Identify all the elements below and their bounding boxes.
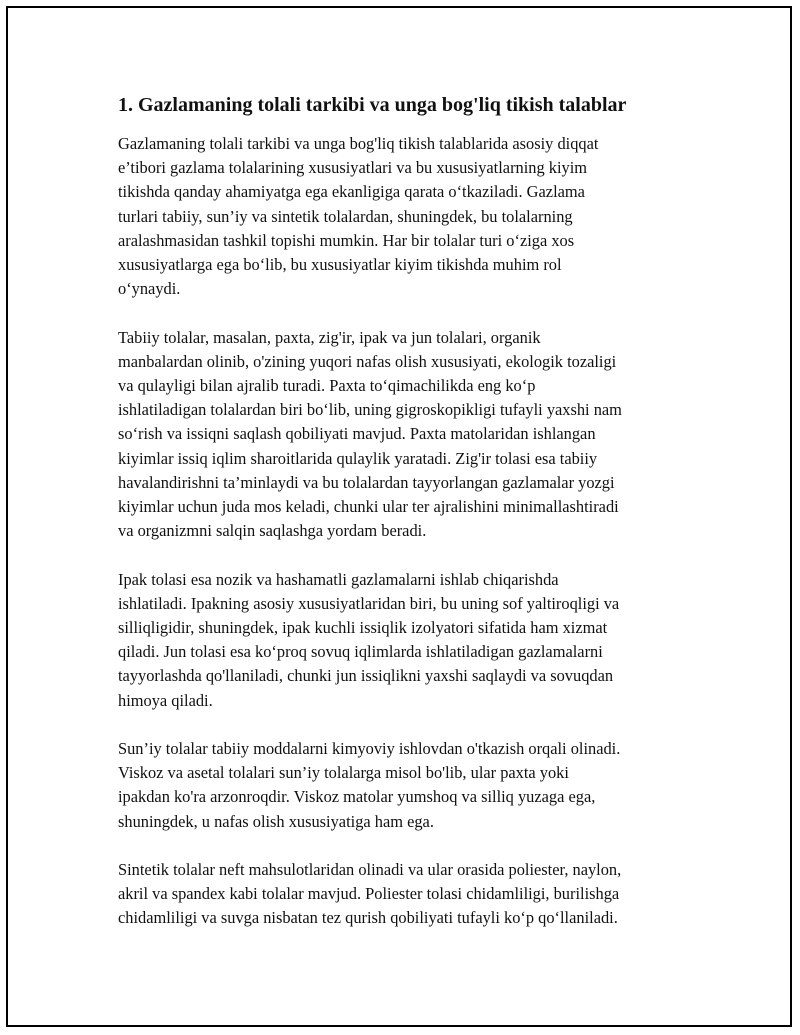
- text-line: Sun’iy tolalar tabiiy moddalarni kimyoviy ishlovdan o'tkazish orqali olinadi.: [118, 739, 621, 759]
- text-line: Gazlamaning tolali tarkibi va unga bog'liq tikish talablarida asosiy diqqat: [118, 134, 599, 153]
- paragraph: [118, 326, 718, 544]
- text-line: Ipak tolasi esa nozik va hashamatli gazlamalarni ishlab chiqarishda: [118, 569, 559, 589]
- text-line: Sintetik tolalar neft mahsulotlaridan olinadi va ular orasida poliester, naylon,: [118, 860, 622, 880]
- text-line: tayyorlashda qo'llaniladi, chunki jun issiqlikni yaxshi saqlaydi va sovuqdan: [118, 666, 614, 686]
- paragraph: [118, 858, 718, 931]
- text-line: chidamliligi va suvga nisbatan tez qurish qobiliyati tufayli ko‘p qo‘llaniladi.: [118, 908, 618, 928]
- paragraph: [118, 568, 718, 713]
- text-line: so‘rish va issiqni saqlash qobiliyati mavjud. Paxta matolaridan ishlangan: [118, 424, 596, 444]
- section-heading: 1. Gazlamaning tolali tarkibi va unga bog'liq tikish talablar: [118, 94, 627, 116]
- text-line: o‘ynaydi.: [118, 279, 181, 299]
- text-line: va organizmni salqin saqlashga yordam beradi.: [118, 521, 427, 541]
- paragraph: [118, 737, 718, 834]
- text-line: ishlatiladigan tolalardan biri bo‘lib, uning gigroskopikligi tufayli yaxshi nam: [118, 400, 622, 420]
- text-line: manbalardan olinib, o'zining yuqori nafas olish xususiyati, ekologik tozaligi: [118, 351, 617, 371]
- paragraphs-container: [118, 132, 718, 931]
- text-line: qiladi. Jun tolasi esa ko‘proq sovuq iqlimlarda ishlatiladigan gazlamalarni: [118, 642, 603, 662]
- text-line: turlari tabiiy, sun’iy va sintetik tolalardan, shuningdek, bu tolalarning: [118, 206, 573, 226]
- document-body: [118, 92, 718, 955]
- text-line: e’tibori gazlama tolalarining xususiyatlari va bu xususiyatlarning kiyim: [118, 158, 588, 178]
- text-line: silliqligidir, shuningdek, ipak kuchli issiqlik izolyatori sifatida ham xizmat: [118, 618, 608, 638]
- text-line: havalandirishni ta’minlaydi va bu tolalardan tayyorlangan gazlamalar yozgi: [118, 472, 615, 492]
- text-line: ipakdan ko'ra arzonroqdir. Viskoz matolar yumshoq va silliq yuzaga ega,: [118, 787, 596, 807]
- text-line: Tabiiy tolalar, masalan, paxta, zig'ir, ipak va jun tolalari, organik: [118, 327, 541, 347]
- text-line: va qulayligi bilan ajralib turadi. Paxta to‘qimachilikda eng ko‘p: [118, 376, 536, 396]
- text-line: xususiyatlarga ega bo‘lib, bu xususiyatlar kiyim tikishda muhim rol: [118, 255, 562, 275]
- text-line: ishlatiladi. Ipakning asosiy xususiyatlaridan biri, bu uning sof yaltiroqligi va: [118, 593, 620, 613]
- text-line: Viskoz va asetal tolalari sun’iy tolalarga misol bo'lib, ular paxta yoki: [118, 763, 569, 783]
- text-line: tikishda qanday ahamiyatga ega ekanligiga qarata o‘tkaziladi. Gazlama: [118, 182, 585, 202]
- paragraph: [118, 132, 718, 301]
- text-line: himoya qiladi.: [118, 690, 213, 710]
- text-line: shuningdek, u nafas olish xususiyatiga ham ega.: [118, 811, 434, 831]
- text-line: aralashmasidan tashkil topishi mumkin. Har bir tolalar turi o‘ziga xos: [118, 230, 575, 250]
- text-line: akril va spandex kabi tolalar mavjud. Poliester tolasi chidamliligi, burilishga: [118, 884, 620, 904]
- text-line: kiyimlar uchun juda mos keladi, chunki ular ter ajralishini minimallashtiradi: [118, 497, 619, 517]
- text-line: kiyimlar issiq iqlim sharoitlarida qulaylik yaratadi. Zig'ir tolasi esa tabiiy: [118, 448, 598, 468]
